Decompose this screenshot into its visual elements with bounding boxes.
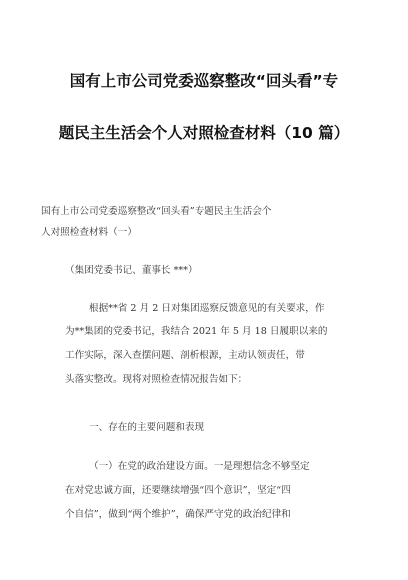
- author-line: （集团党委书记、董事长 ***）: [65, 265, 198, 276]
- item-1-line-1: （一）在党的政治建设方面。一是理想信念不够坚定: [89, 461, 310, 472]
- document-title-line-1: 国有上市公司党委巡察整改“回头看”专: [69, 72, 339, 90]
- intro-line-1: 根据**省 2 月 2 日对集团巡察反馈意见的有关要求，作: [89, 303, 325, 314]
- subtitle-line-2: 人对照检查材料（一）: [41, 227, 137, 238]
- item-1-line-2: 在对党忠诚方面，还要继续增强“四个意识”，坚定“四: [65, 485, 291, 496]
- intro-line-3: 工作实际，深入查摆问题、剖析根源，主动认领责任，带: [65, 350, 305, 361]
- document-title-line-2: 题民主生活会个人对照检查材料（10 篇）: [58, 124, 350, 142]
- intro-line-2: 为**集团的党委书记，我结合 2021 年 5 月 18 日履职以来的: [65, 326, 328, 337]
- item-1-line-3: 个自信”，做到“两个维护”，确保严守党的政治纪律和: [65, 509, 291, 520]
- section-1-heading: 一、存在的主要问题和表现: [89, 422, 205, 433]
- subtitle-line-1: 国有上市公司党委巡察整改“回头看”专题民主生活会个: [41, 206, 272, 217]
- intro-line-4: 头落实整改。现将对照检查情况报告如下：: [65, 374, 248, 385]
